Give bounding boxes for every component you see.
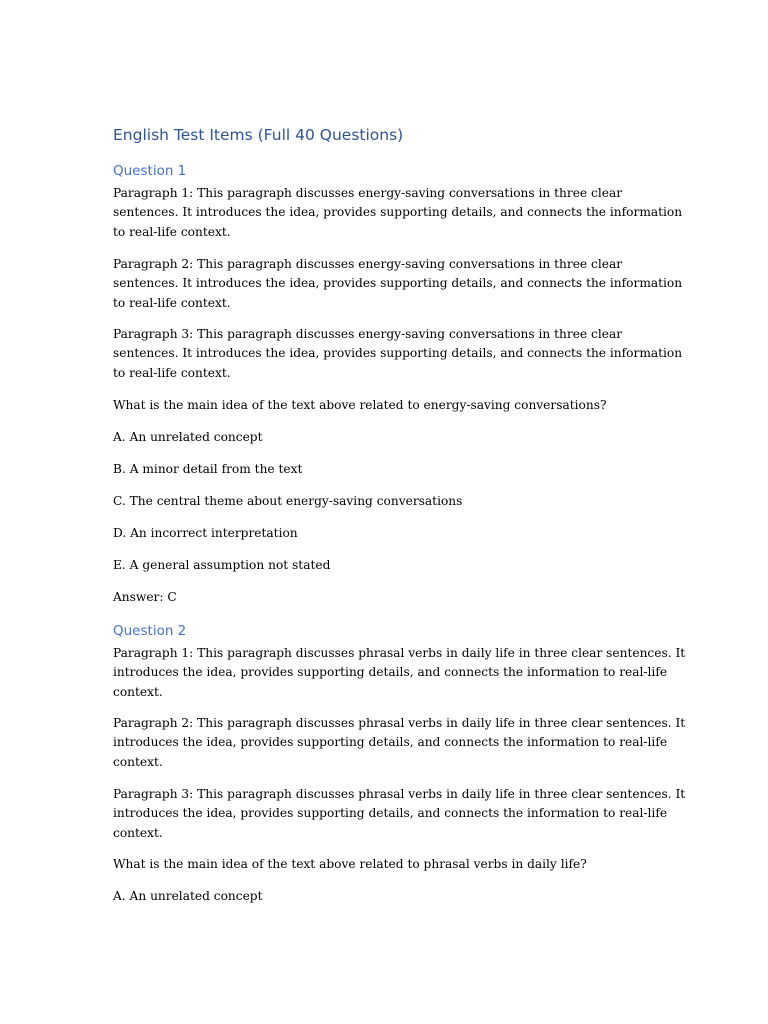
passage-paragraph: [113, 255, 683, 313]
passage-paragraph: [113, 184, 683, 242]
passage-paragraph: [113, 325, 683, 383]
answer-option: [113, 556, 658, 575]
paragraph-line: context.: [113, 754, 163, 769]
answer-option: [113, 524, 658, 543]
prompt-text: What is the main idea of the text above related to energy-saving conversations?: [113, 398, 607, 412]
paragraph-line: Paragraph 1: This paragraph discusses energy-saving conversations in three clear: [113, 186, 623, 200]
paragraph-line: to real-life context.: [113, 295, 231, 310]
paragraph-line: to real-life context.: [113, 224, 231, 239]
passage-paragraph: [113, 785, 686, 843]
paragraph-line: sentences. It introduces the idea, provides supporting details, and connects the information: [113, 205, 683, 220]
option-text: D. An incorrect interpretation: [113, 526, 298, 540]
option-text: B. A minor detail from the text: [113, 462, 303, 476]
answer-option: [113, 428, 658, 447]
question-heading: Question 2: [113, 623, 187, 639]
paragraph-line: introduces the idea, provides supporting details, and connects the information to real-life: [113, 665, 668, 680]
prompt-text: What is the main idea of the text above related to phrasal verbs in daily life?: [113, 857, 587, 871]
paragraph-line: sentences. It introduces the idea, provides supporting details, and connects the information: [113, 346, 683, 361]
paragraph-line: context.: [113, 825, 163, 840]
document-page: [113, 0, 686, 1024]
question-heading: Question 1: [113, 163, 187, 179]
paragraph-line: Paragraph 2: This paragraph discusses phrasal verbs in daily life in three clear sentences. It: [113, 716, 686, 730]
option-text: E. A general assumption not stated: [113, 558, 331, 572]
answer-key: [113, 588, 658, 607]
answer-option: [113, 887, 658, 906]
paragraph-line: Paragraph 2: This paragraph discusses energy-saving conversations in three clear: [113, 257, 623, 271]
paragraph-line: introduces the idea, provides supporting details, and connects the information to real-life: [113, 806, 668, 821]
answer-option: [113, 460, 658, 479]
passage-paragraph: [113, 714, 686, 772]
paragraph-line: Paragraph 3: This paragraph discusses phrasal verbs in daily life in three clear sentences. It: [113, 787, 686, 801]
paragraph-line: context.: [113, 684, 163, 699]
question-prompt: [113, 855, 658, 874]
answer-text: Answer: C: [113, 590, 177, 604]
option-text: C. The central theme about energy-saving conversations: [113, 494, 463, 508]
paragraph-line: introduces the idea, provides supporting details, and connects the information to real-life: [113, 735, 668, 750]
option-text: A. An unrelated concept: [113, 430, 263, 444]
option-text: A. An unrelated concept: [113, 889, 263, 903]
paragraph-line: to real-life context.: [113, 365, 231, 380]
question-prompt: [113, 396, 658, 415]
paragraph-line: sentences. It introduces the idea, provides supporting details, and connects the information: [113, 276, 683, 291]
passage-paragraph: [113, 644, 686, 702]
document-title: English Test Items (Full 40 Questions): [113, 126, 404, 144]
paragraph-line: Paragraph 3: This paragraph discusses energy-saving conversations in three clear: [113, 327, 623, 341]
paragraph-line: Paragraph 1: This paragraph discusses phrasal verbs in daily life in three clear sentences. It: [113, 646, 686, 660]
answer-option: [113, 492, 658, 511]
